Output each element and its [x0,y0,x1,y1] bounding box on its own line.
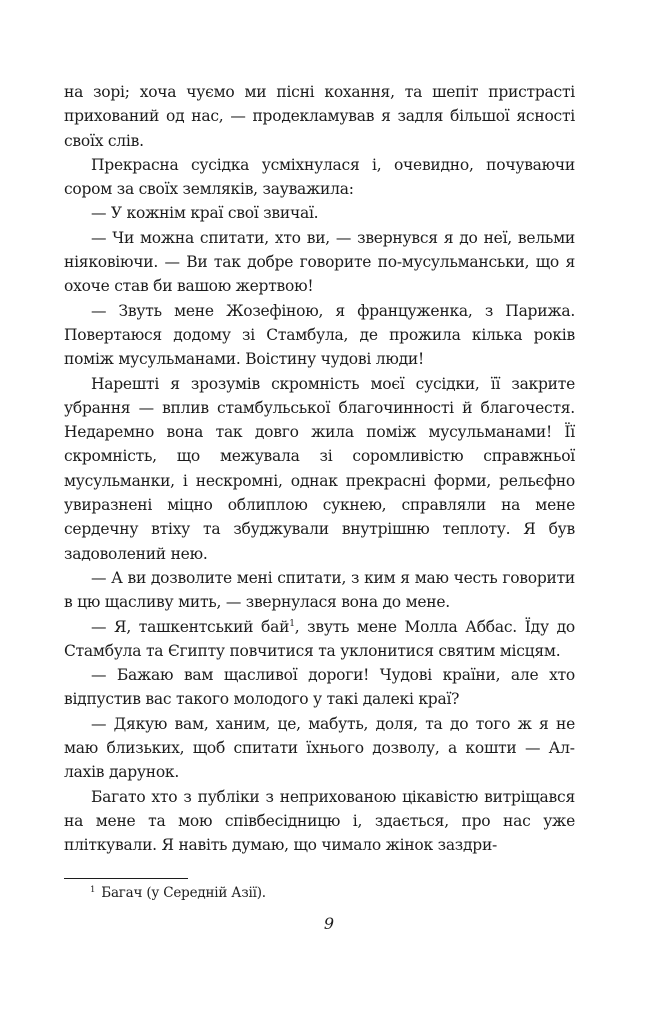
paragraph-3: — У кожнім краї свої звичаї. [91,204,319,223]
paragraph-10: — Дякую вам, ханим, це, мабуть, доля, та до того ж я не маю близьких, щоб спитати їхнього дозволу, а кошти — Аллахів дарунок. [64,714,575,782]
paragraph-5: — Звуть мене Жозефіною, я француженка, з Парижа. Повертаюся додому зі Стамбула, де прожила кілька років поміж мусульманами. Воістину чудові люди! [64,301,575,369]
paragraph-9: — Бажаю вам щасливої дороги! Чудові країни, але хто відпустив вас такого молодого у такі далекі краї? [64,666,575,709]
paragraph-7: — А ви дозволите мені спитати, з ким я маю честь говорити в цю щасливу мить, — звернулася вона до мене. [64,568,575,612]
footnote-number: 1 [90,884,96,895]
paragraph-8-start: — Я, ташкентський бай [91,617,290,636]
footnote [90,884,266,902]
paragraph-1: на зорі; хоча чуємо ми пісні кохання, та шепіт пристрасті прихований од нас, — продекламував я задля більшої ясності своїх слів. [64,83,575,150]
paragraph-6: Нарешті я зрозумів скромність моєї сусідки, її закрите убрання — вплив стамбульської благочинності й благочестя. Недаремно вона так довго жила поміж мусульманами! Її скромність, що межувала зі соромливістю справжньої мусульманки, і нескромні, однак прекрасні форми, рельєфно увиразнені міцно облиплою сукнею, справляли на мене сердечну втіху та збуджували внутрішню теплоту. Я був задоволений нею. [64,374,575,563]
page-number: 9 [323,914,335,933]
page-body [64,80,575,858]
paragraph-4: — Чи можна спитати, хто ви, — звернувся я до неї, вельми ніяковіючи. — Ви так добре говорите по-мусульманськи, що я охоче став би вашою жертвою! [64,228,575,296]
footnote-text: Багач (у Середній Азії). [101,885,266,901]
footnote-divider [64,878,188,879]
paragraph-8-end: , звуть мене Молла Аббас. Їду до Стамбула та Єгипту повчитися та уклонитися святим місцям. [64,617,575,660]
footnote-reference: 1 [289,618,295,629]
paragraph-2: Прекрасна сусідка усміхнулася і, очевидно, почуваючи сором за своїх земляків, зауважила: [64,155,575,199]
main-text [64,80,575,858]
paragraph-8 [64,615,575,664]
paragraph-11: Багато хто з публіки з неприхованою цікавістю витріщався на мене та мою співбесідницю і, здається, про нас уже пліткували. Я навіть думаю, що чимало жінок заздри- [64,787,575,855]
